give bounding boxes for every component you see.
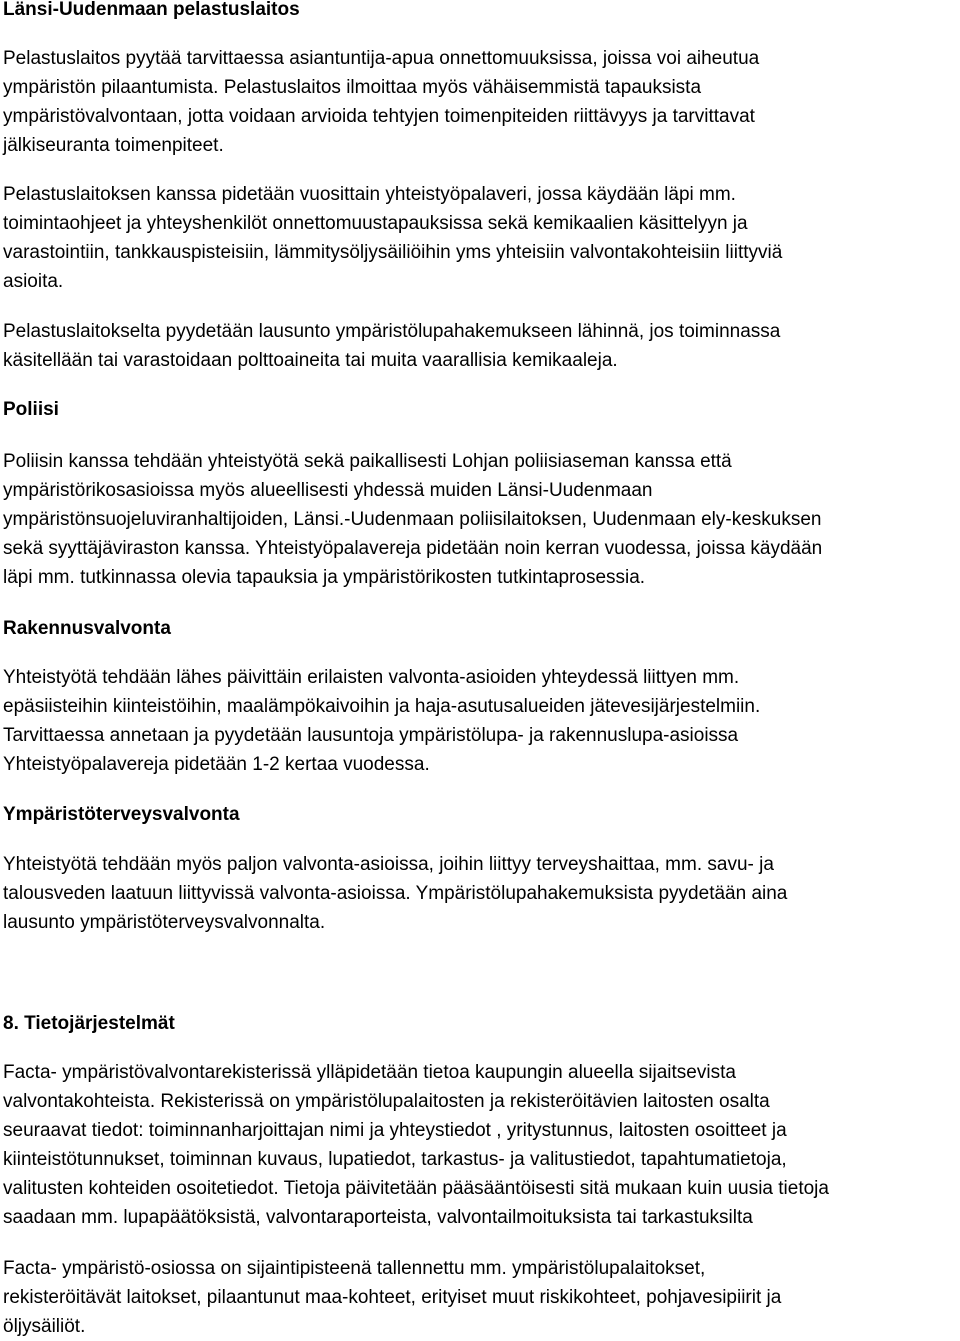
paragraph-tietojarjestelmat-1 bbox=[3, 1058, 958, 1232]
text-line: epäsiisteihin kiinteistöihin, maalämpökaivoihin ja haja-asutusalueiden jätevesijärjestelmiin. bbox=[3, 696, 761, 717]
text-line: jälkiseuranta toimenpiteet. bbox=[3, 135, 224, 156]
paragraph-pelastus-1 bbox=[3, 44, 958, 160]
text-line: rekisteröitävät laitokset, pilaantunut maa-kohteet, erityiset muut riskikohteet, pohjavesipiirit ja bbox=[3, 1287, 782, 1308]
text-line: sekä syyttäjäviraston kanssa. Yhteistyöpalavereja pidetään noin kerran vuodessa, joissa käydään bbox=[3, 538, 823, 559]
text-line: Poliisin kanssa tehdään yhteistyötä sekä paikallisesti Lohjan poliisiaseman kanssa että bbox=[3, 451, 732, 472]
text-line: asioita. bbox=[3, 271, 64, 292]
text-line: läpi mm. tutkinnassa olevia tapauksia ja ympäristörikosten tutkintaprosessia. bbox=[3, 567, 646, 588]
heading-ymparistoterveysvalvonta: Ympäristöterveysvalvonta bbox=[3, 804, 240, 825]
heading-rakennusvalvonta: Rakennusvalvonta bbox=[3, 618, 171, 639]
heading-tietojarjestelmat: 8. Tietojärjestelmät bbox=[3, 1013, 175, 1034]
heading-pelastuslaitos: Länsi-Uudenmaan pelastuslaitos bbox=[3, 0, 300, 20]
text-line: talousveden laatuun liittyvissä valvonta-asioissa. Ympäristölupahakemuksista pyydetään aina bbox=[3, 883, 788, 904]
paragraph-rakennusvalvonta bbox=[3, 663, 958, 779]
text-line: Yhteistyötä tehdään lähes päivittäin erilaisten valvonta-asioiden yhteydessä liittyen mm. bbox=[3, 667, 740, 688]
paragraph-tietojarjestelmat-2 bbox=[3, 1254, 958, 1341]
text-line: Tarvittaessa annetaan ja pyydetään lausuntoja ympäristölupa- ja rakennuslupa-asioissa bbox=[3, 725, 739, 746]
text-line: seuraavat tiedot: toiminnanharjoittajan nimi ja yhteystiedot , yritystunnus, laitosten osoitteet ja bbox=[3, 1120, 787, 1141]
text-line: Facta- ympäristövalvontarekisterissä ylläpidetään tietoa kaupungin alueella sijaitsevista bbox=[3, 1062, 736, 1083]
text-line: öljysäiliöt. bbox=[3, 1316, 86, 1337]
text-line: varastointiin, tankkauspisteisiin, lämmitysöljysäiliöihin yms yhteisiin valvontakohteisiin liittyviä bbox=[3, 242, 783, 263]
text-line: lausunto ympäristöterveysvalvonnalta. bbox=[3, 912, 326, 933]
text-line: Pelastuslaitos pyytää tarvittaessa asiantuntija-apua onnettomuuksissa, joissa voi aiheutua bbox=[3, 48, 760, 69]
text-line: ympäristönsuojeluviranhaltijoiden, Länsi.-Uudenmaan poliisilaitoksen, Uudenmaan ely-keskuksen bbox=[3, 509, 822, 530]
text-line: valitusten kohteiden osoitetiedot. Tietoja päivitetään pääsääntöisesti sitä mukaan kuin uusia tietoja bbox=[3, 1178, 829, 1199]
text-line: kiinteistötunnukset, toiminnan kuvaus, lupatiedot, tarkastus- ja valitustiedot, tapahtumatietoja, bbox=[3, 1149, 787, 1170]
paragraph-pelastus-3 bbox=[3, 317, 958, 375]
text-line: käsitellään tai varastoidaan polttoaineita tai muita vaarallisia kemikaaleja. bbox=[3, 350, 618, 371]
paragraph-pelastus-2 bbox=[3, 180, 958, 296]
text-line: valvontakohteista. Rekisterissä on ympäristölupalaitosten ja rekisteröitävien laitosten osalta bbox=[3, 1091, 770, 1112]
text-line: Yhteistyötä tehdään myös paljon valvonta-asioissa, joihin liittyy terveyshaittaa, mm. savu- ja bbox=[3, 854, 774, 875]
heading-poliisi: Poliisi bbox=[3, 399, 59, 420]
paragraph-ymparistoterveysvalvonta bbox=[3, 850, 958, 937]
paragraph-poliisi bbox=[3, 447, 958, 592]
text-line: ympäristörikosasioissa myös alueellisesti yhdessä muiden Länsi-Uudenmaan bbox=[3, 480, 653, 501]
text-line: saadaan mm. lupapäätöksistä, valvontaraporteista, valvontailmoituksista tai tarkastuksilta bbox=[3, 1207, 753, 1228]
text-line: Facta- ympäristö-osiossa on sijaintipisteenä tallennettu mm. ympäristölupalaitokset, bbox=[3, 1258, 706, 1279]
text-line: Pelastuslaitoksen kanssa pidetään vuosittain yhteistyöpalaveri, jossa käydään läpi mm. bbox=[3, 184, 736, 205]
text-line: Pelastuslaitokselta pyydetään lausunto ympäristölupahakemukseen lähinnä, jos toiminnassa bbox=[3, 321, 781, 342]
text-line: Yhteistyöpalavereja pidetään 1-2 kertaa vuodessa. bbox=[3, 754, 430, 775]
text-line: toimintaohjeet ja yhteyshenkilöt onnettomuustapauksissa sekä kemikaalien käsittelyyn ja bbox=[3, 213, 748, 234]
text-line: ympäristön pilaantumista. Pelastuslaitos ilmoittaa myös vähäisemmistä tapauksista bbox=[3, 77, 702, 98]
text-line: ympäristövalvontaan, jotta voidaan arvioida tehtyjen toimenpiteiden riittävyys ja tarvittavat bbox=[3, 106, 755, 127]
